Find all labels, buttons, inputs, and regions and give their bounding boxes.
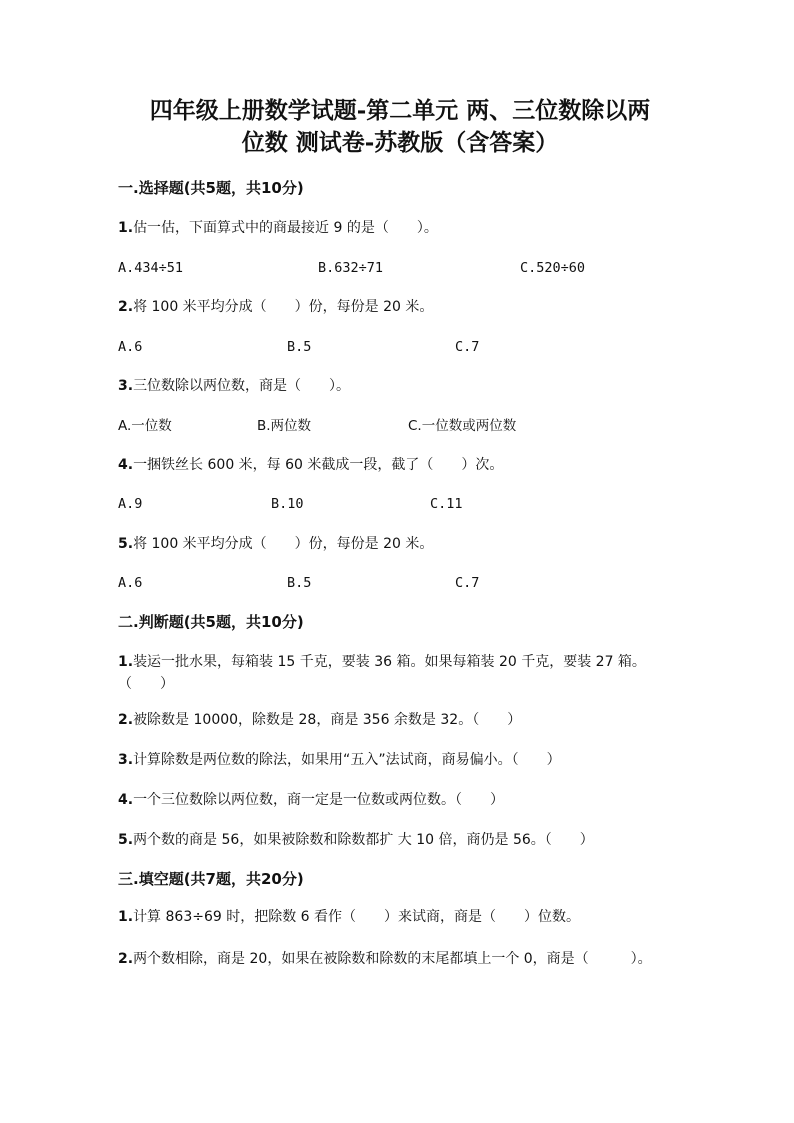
question-text: 一个三位数除以两位数，商一定是一位数或两位数。（ ） (133, 792, 505, 808)
option-b: B.5 (287, 339, 312, 355)
question-2-5 (118, 830, 678, 850)
question-2-1 (118, 651, 678, 695)
question-text: 三位数除以两位数，商是（ ）。 (133, 378, 351, 394)
question-1-1 (118, 218, 678, 238)
question-number: 2. (118, 299, 134, 315)
question-number: 2. (118, 951, 134, 967)
question-number: 5. (118, 832, 134, 848)
question-1-3 (118, 376, 678, 396)
question-number: 3. (118, 378, 134, 394)
option-b: B.两位数 (257, 418, 312, 434)
option-c: C.7 (455, 339, 480, 355)
question-2-4 (118, 790, 678, 810)
section-heading-choice: 一.选择题(共5题，共10分) (118, 179, 304, 197)
question-number: 3. (118, 752, 134, 768)
question-text: 一捆铁丝长 600 米，每 60 米截成一段，截了（ ）次。 (133, 457, 504, 473)
option-c: C.一位数或两位数 (408, 418, 517, 434)
option-c: C.11 (430, 496, 463, 512)
option-b: B.10 (271, 496, 304, 512)
question-text: 计算 863÷69 时，把除数 6 看作（ ）来试商，商是（ ）位数。 (133, 909, 581, 925)
question-number: 1. (118, 909, 134, 925)
section-heading-fill: 三.填空题(共7题，共20分) (118, 870, 304, 888)
question-text: 将 100 米平均分成（ ）份，每份是 20 米。 (133, 299, 434, 315)
question-number: 1. (118, 220, 134, 236)
question-text: 计算除数是两位数的除法，如果用“五入”法试商，商易偏小。（ ） (133, 752, 561, 768)
question-3-2 (118, 948, 678, 970)
question-number: 4. (118, 457, 134, 473)
question-number: 5. (118, 536, 134, 552)
option-b: B.632÷71 (318, 260, 384, 276)
question-1-2 (118, 297, 678, 317)
question-text: 将 100 米平均分成（ ）份，每份是 20 米。 (133, 536, 434, 552)
option-a: A.6 (118, 339, 143, 355)
question-text: 两个数的商是 56，如果被除数和除数都扩 大 10 倍，商仍是 56。（ ） (133, 832, 594, 848)
page-title-line1: 四年级上册数学试题-第二单元 两、三位数除以两 (149, 97, 651, 124)
option-a: A.一位数 (118, 418, 172, 434)
option-a: A.9 (118, 496, 143, 512)
option-c: C.7 (455, 575, 480, 591)
question-number: 4. (118, 792, 134, 808)
section-heading-judgement: 二.判断题(共5题，共10分) (118, 613, 304, 631)
question-3-1 (118, 907, 678, 927)
question-2-2 (118, 710, 678, 730)
question-number: 1. (118, 654, 134, 670)
question-1-4 (118, 455, 678, 475)
question-text: 装运一批水果，每箱装 15 千克，要装 36 箱。如果每箱装 20 千克，要装 27 箱。（ ） (118, 654, 646, 692)
option-a: A.6 (118, 575, 143, 591)
question-text: 两个数相除，商是 20，如果在被除数和除数的末尾都填上一个 0，商是（ ）。 (133, 951, 652, 967)
option-b: B.5 (287, 575, 312, 591)
option-a: A.434÷51 (118, 260, 184, 276)
option-c: C.520÷60 (520, 260, 586, 276)
question-text: 被除数是 10000，除数是 28，商是 356 余数是 32。（ ） (133, 712, 522, 728)
question-text: 估一估，下面算式中的商最接近 9 的是（ ）。 (133, 220, 438, 236)
question-number: 2. (118, 712, 134, 728)
page-title-line2: 位数 测试卷-苏教版（含答案） (241, 129, 559, 156)
question-1-5 (118, 534, 678, 554)
question-2-3 (118, 750, 678, 770)
